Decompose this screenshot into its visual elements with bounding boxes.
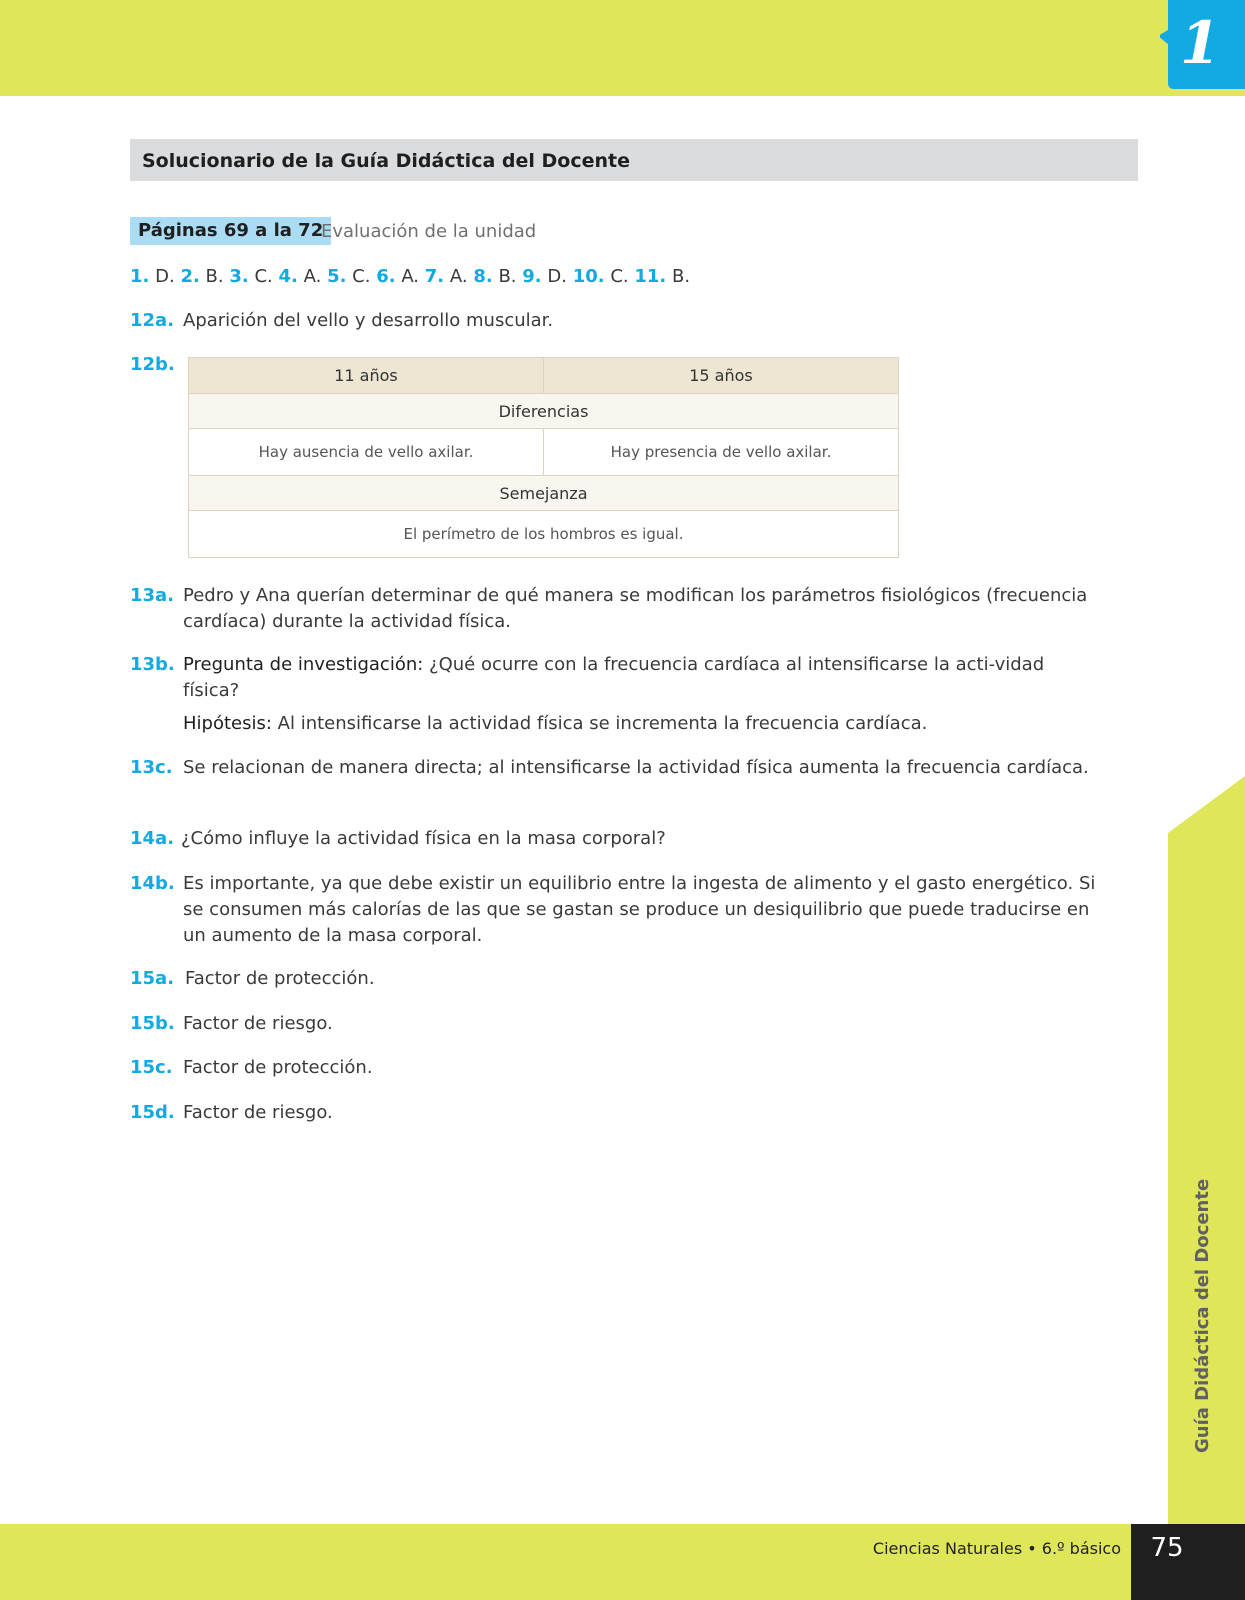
item-label: 13a. (130, 585, 175, 606)
question-text: ¿Qué ocurre con la frecuencia cardíaca al intensificarse la acti-vidad física? (183, 654, 1045, 701)
top-band (0, 0, 1245, 96)
footer-text: Ciencias Naturales • 6.º básico (872, 1539, 1121, 1558)
answer-key-line (130, 264, 690, 290)
item-text: Factor de riesgo. (183, 1102, 333, 1123)
answer-value: B. (671, 266, 691, 287)
side-title: Guía Didáctica del Docente (1192, 1178, 1213, 1453)
table-header: 15 años (544, 358, 899, 394)
unit-number: 1 (1180, 9, 1221, 77)
table-row (189, 394, 899, 429)
item-label: 15d. (130, 1102, 175, 1123)
table-header-row (189, 358, 899, 394)
answer-number: 10. (572, 266, 605, 287)
answer-number: 6. (376, 266, 396, 287)
answer-value: A. (401, 266, 420, 287)
answer-value: C. (610, 266, 629, 287)
answer-number: 4. (278, 266, 298, 287)
item-text (183, 652, 1103, 704)
item-label: 13c. (130, 757, 173, 778)
answer-value: C. (352, 266, 371, 287)
item-text: ¿Cómo influye la actividad física en la masa corporal? (181, 828, 666, 849)
answer-number: 1. (130, 266, 150, 287)
table-row (189, 429, 899, 476)
item-text: Aparición del vello y desarrollo muscular. (183, 310, 554, 331)
pages-subtitle: Evaluación de la unidad (321, 221, 537, 242)
answer-value: D. (547, 266, 567, 287)
answer-number: 7. (424, 266, 445, 287)
item-label: 15b. (130, 1013, 175, 1034)
page-number: 75 (1150, 1533, 1184, 1563)
answer-value: A. (449, 266, 468, 287)
table-row (189, 476, 899, 511)
item-label: 14a. (130, 828, 175, 849)
item-text (183, 711, 1103, 737)
answer-value: B. (498, 266, 517, 287)
item-text: Se relacionan de manera directa; al intensificarse la actividad física aumenta la frecuencia cardíaca. (183, 757, 1089, 778)
page-heading: Solucionario de la Guía Didáctica del Docente (142, 150, 630, 172)
answer-number: 2. (180, 266, 200, 287)
table-row (189, 511, 899, 558)
hypothesis-text: Al intensificarse la actividad física se incrementa la frecuencia cardíaca. (277, 713, 928, 734)
answer-value: A. (303, 266, 322, 287)
item-text: Factor de protección. (185, 968, 375, 989)
answer-number: 11. (634, 266, 667, 287)
question-label: Pregunta de investigación: (183, 654, 424, 675)
comparison-table (188, 357, 899, 558)
item-label: 13b. (130, 654, 175, 675)
item-label: 15a. (130, 968, 175, 989)
item-text: Pedro y Ana querían determinar de qué manera se modifican los parámetros fisiológicos (frecuencia cardíaca) durante la actividad física. (183, 585, 1088, 632)
item-label: 12a. (130, 310, 175, 331)
item-label: 14b. (130, 873, 175, 894)
answer-value: D. (155, 266, 175, 287)
item-text: Factor de riesgo. (183, 1013, 333, 1034)
table-section-title: Semejanza (189, 476, 899, 511)
answer-number: 8. (473, 266, 493, 287)
table-section-title: Diferencias (189, 394, 899, 429)
table-cell: Hay presencia de vello axilar. (544, 429, 899, 476)
item-text: Factor de protección. (183, 1057, 373, 1078)
answer-number: 3. (229, 266, 249, 287)
table-cell: El perímetro de los hombros es igual. (189, 511, 899, 558)
table-header: 11 años (189, 358, 544, 394)
table-cell: Hay ausencia de vello axilar. (189, 429, 544, 476)
answer-number: 9. (522, 266, 542, 287)
answer-value: B. (205, 266, 224, 287)
item-label: 12b. (130, 354, 175, 375)
bottom-band (0, 1524, 1245, 1600)
answer-value: C. (254, 266, 273, 287)
item-label: 15c. (130, 1057, 173, 1078)
answer-number: 5. (327, 266, 347, 287)
hypothesis-label: Hipótesis: (183, 713, 272, 734)
pages-badge: Páginas 69 a la 72 (130, 217, 331, 245)
item-text: Es importante, ya que debe existir un equilibrio entre la ingesta de alimento y el gasto energético. Si se consumen más calorías de las que se gastan se produce un desiquilibrio que puede traducirse en un aumento de la masa corporal. (183, 873, 1096, 946)
